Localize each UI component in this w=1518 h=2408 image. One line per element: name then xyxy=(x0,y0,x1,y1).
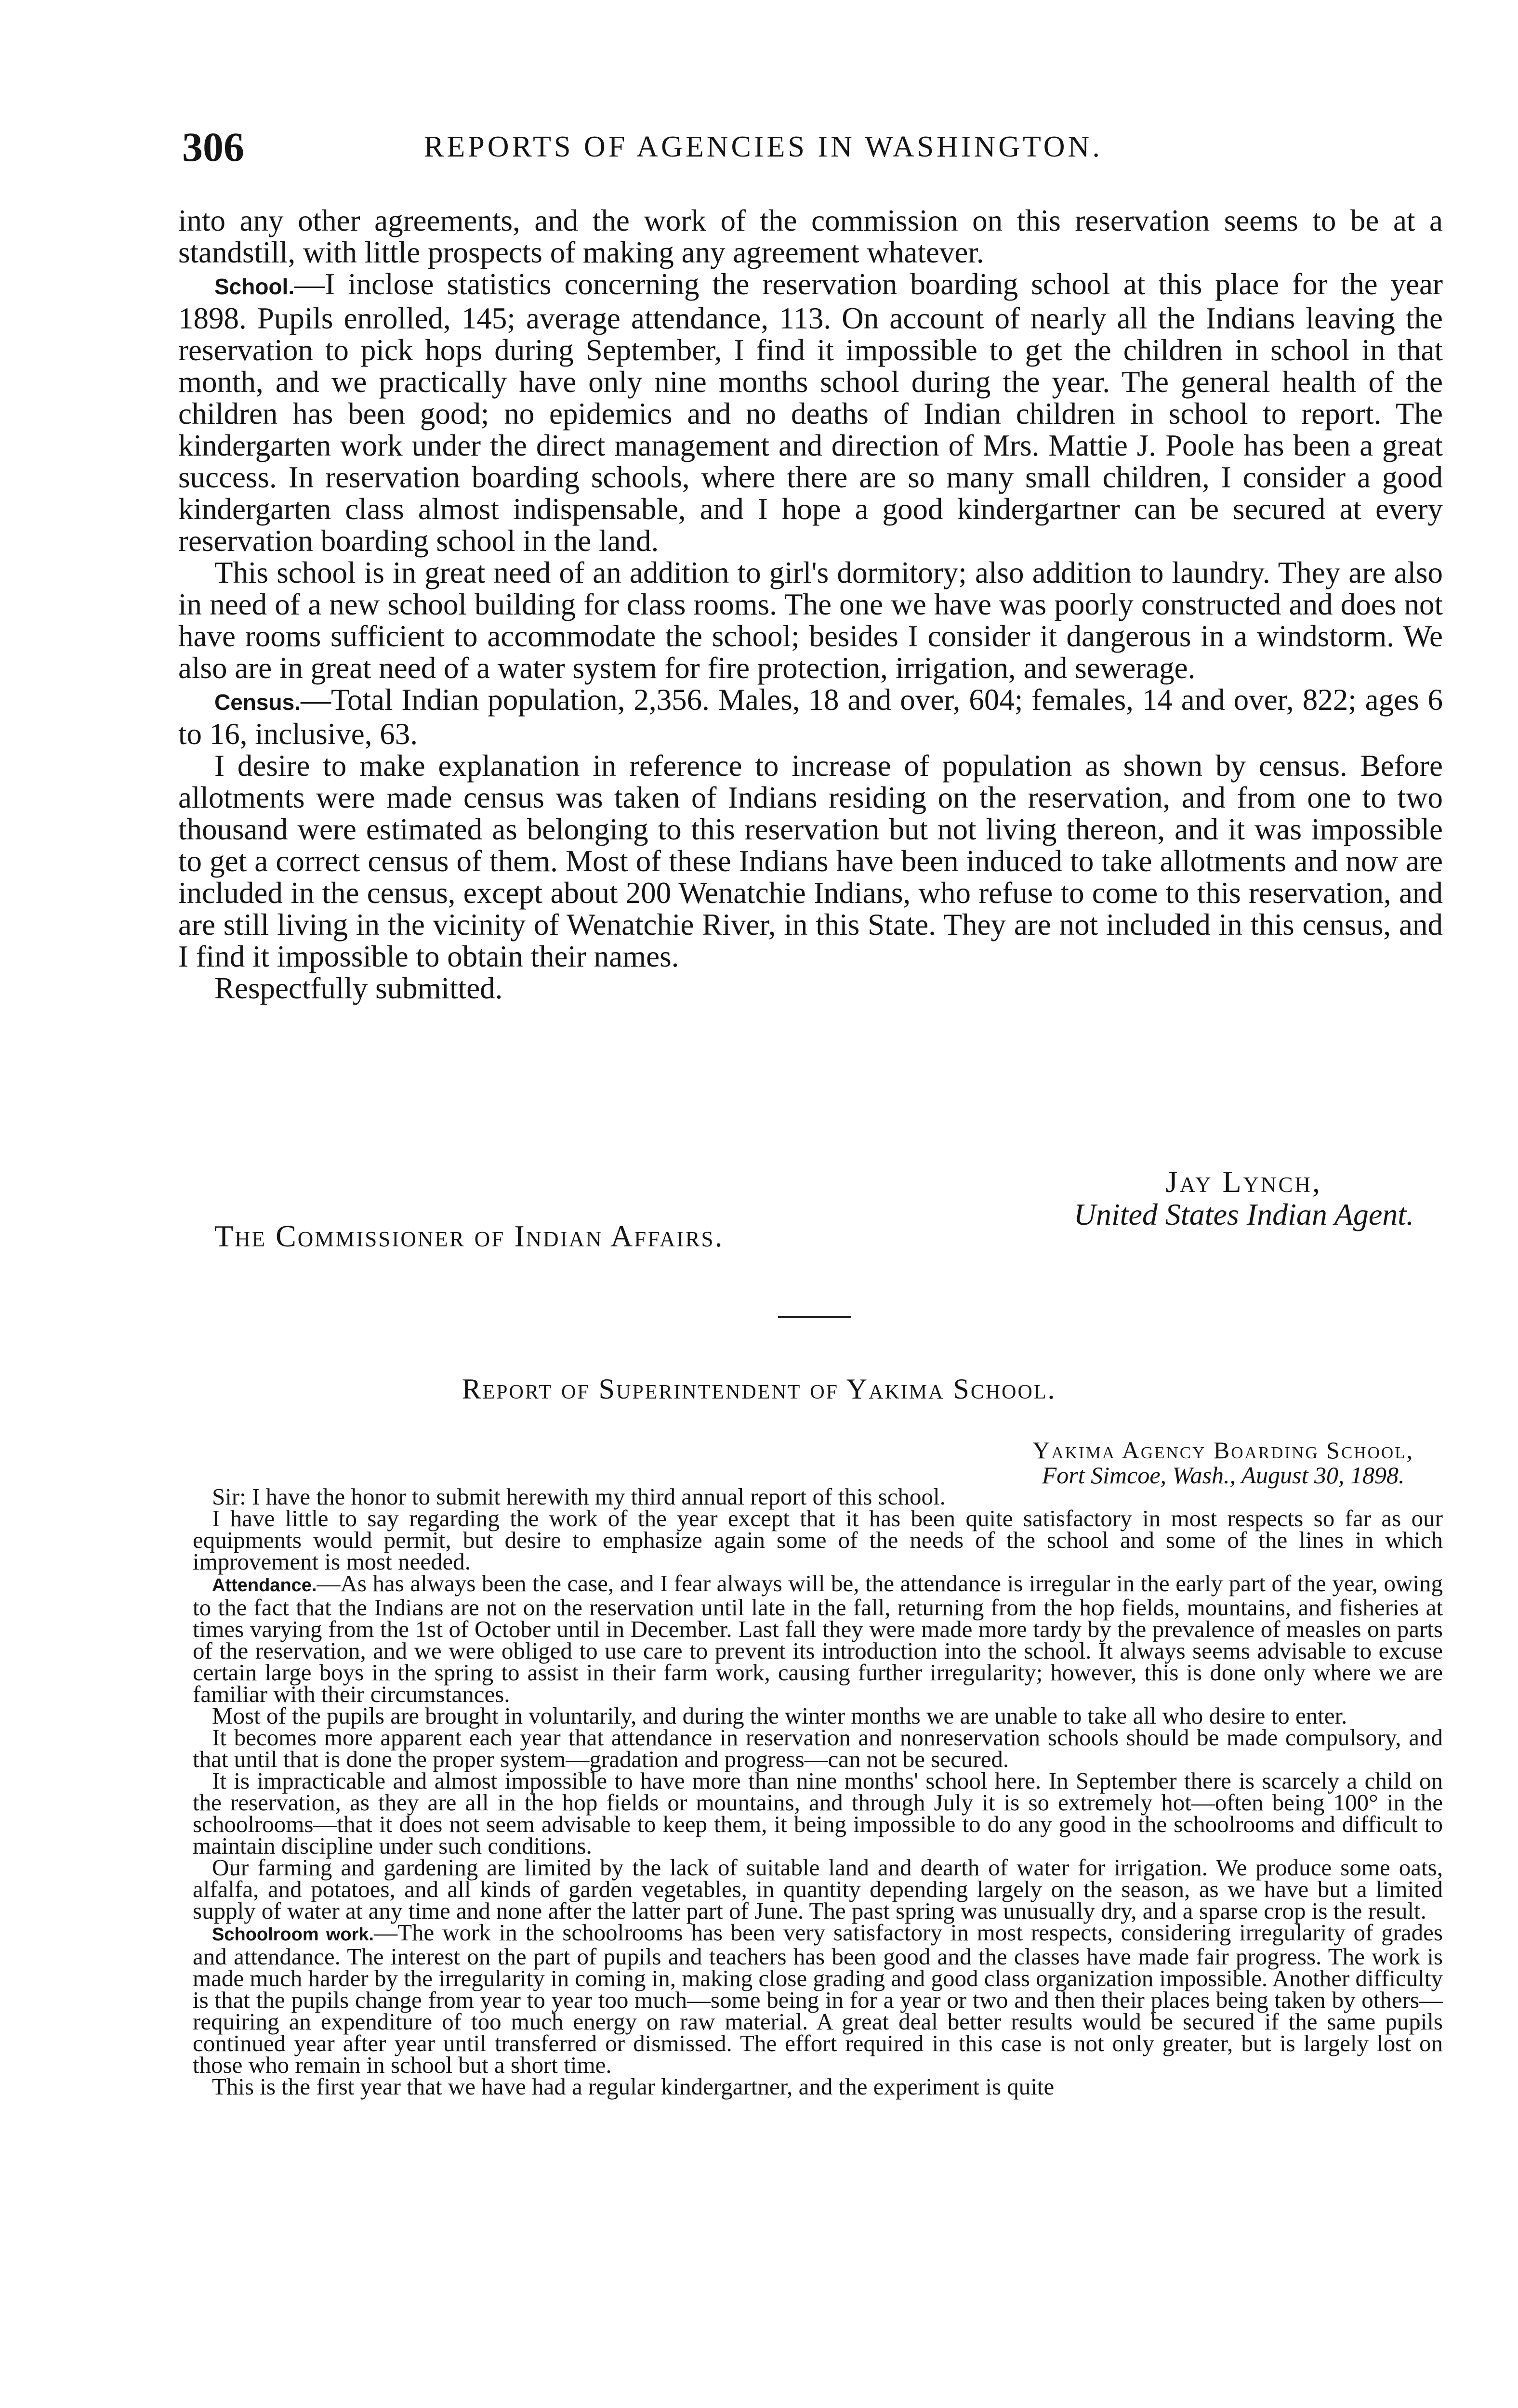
paragraph-compulsory: It becomes more apparent each year that attendance in reservation and nonreservation schools should be made compulsory, and that until that is done the proper system—gradation and progress—can not be secured. xyxy=(193,1724,1443,1772)
signature-block xyxy=(1074,1165,1414,1231)
paragraph-attendance xyxy=(193,1572,1443,1705)
school-runin-heading: School. xyxy=(214,274,295,299)
schoolroom-text: —The work in the schoolrooms has been very satisfactory in most respects, considering irregularity of grades and attendance. The interest on the part of pupils and teachers has been good and the classes have made fair progress. The work is made much harder by the irregularity in coming in, making close grading and good class organization impossible. Another difficulty is that the pupils change from year to year too much—some being in for a year or two and then their places being taken by others—requiring an expenditure of too much energy on raw material. A great deal better results would be secured if the same pupils continued year after year until transferred or dismissed. The effort required in this case is not only greater, but is largely lost on those who remain in school but a short time. xyxy=(193,1919,1443,2078)
paragraph-census xyxy=(178,684,1443,750)
census-runin-heading: Census. xyxy=(214,690,301,715)
school-text: —I inclose statistics concerning the reservation boarding school at this place for the year 1898. Pupils enrolled, 145; average attendance, 113. On account of nearly all the Indians leaving the reservation to pick hops during September, I find it impossible to get the children in school in that month, and we practically have only nine months school during the year. The general health of the children has been good; no epidemics and no deaths of Indian children in school to report. The kindergarten work under the direct management and direction of Mrs. Mattie J. Poole has been a great success. In reservation boarding schools, where there are so many small children, I consider a good kindergarten class almost indispensable, and I hope a good kindergartner can be secured at every reservation boarding school in the land. xyxy=(178,267,1443,558)
running-head: REPORTS OF AGENCIES IN WASHINGTON. xyxy=(424,131,1103,163)
school-name: Yakima Agency Boarding School, xyxy=(1032,1437,1414,1464)
page-number: 306 xyxy=(182,124,244,170)
attendance-runin-heading: Attendance. xyxy=(212,1575,317,1596)
signer-title: United States Indian Agent. xyxy=(1073,1197,1414,1231)
paragraph-salutation: Sir: I have the honor to submit herewith my third annual report of this school. xyxy=(212,1483,946,1510)
closing-line: Respectfully submitted. xyxy=(214,971,503,1005)
paragraph-intro: into any other agreements, and the work of the commission on this reservation seems to be at a standstill, with little prospects of making any agreement whatever. xyxy=(178,204,1443,269)
paragraph-school xyxy=(178,268,1443,557)
place-and-date: Fort Simcoe, Wash., August 30, 1898. xyxy=(1042,1462,1405,1489)
census-text: —Total Indian population, 2,356. Males, 18 and over, 604; females, 14 and over, 822; ages 6 to 16, inclusive, 63. xyxy=(178,683,1443,751)
paragraph-needs: This school is in great need of an addition to girl's dormitory; also addition to laundry. They are also in need of a new school building for class rooms. The one we have was poorly constructed and does not have rooms sufficient to accommodate the school; besides I consider it dangerous in a windstorm. We also are in great need of a water system for fire protection, irrigation, and sewerage. xyxy=(178,556,1443,685)
signer-name: Jay Lynch, xyxy=(1165,1165,1322,1199)
dateline-block xyxy=(1032,1438,1414,1488)
paragraph-pupils: Most of the pupils are brought in voluntarily, and during the winter months we are unable to take all who desire to enter. xyxy=(212,1702,1347,1729)
paragraph-impracticable: It is impracticable and almost impossible to have more than nine months' school here. In September there is scarcely a child on the reservation, as they are all in the hop fields or mountains, and through July it is so extremely hot—often being 100° in the schoolrooms—that it does not seem advisable to keep them, it being impossible to do any good in the schoolrooms and difficult to maintain discipline under such conditions. xyxy=(193,1767,1443,1859)
paragraph-farming: Our farming and gardening are limited by the lack of suitable land and dearth of water for irrigation. We produce some oats, alfalfa, and potatoes, and all kinds of garden vegetables, in quantity depending largely on the season, as we have but a limited supply of water at any time and none after the latter part of June. The past spring was unusually dry, and a sparse crop is the result. xyxy=(193,1854,1443,1924)
paragraph-schoolroom xyxy=(193,1919,1443,2078)
paragraph-overview: I have little to say regarding the work of the year except that it has been quite satisfactory in most respects so far as our equipments would permit, but desire to emphasize again some of the needs of the school and some of the lines in which improvement is most needed. xyxy=(193,1505,1443,1575)
paragraph-kindergartner: This is the first year that we have had a regular kindergartner, and the experiment is quite xyxy=(212,2073,1055,2100)
addressee-line: The Commissioner of Indian Affairs. xyxy=(214,1219,724,1253)
paragraph-explanation: I desire to make explanation in reference to increase of population as shown by census. Before allotments were made census was taken of Indians residing on the reservation, and from one to two thousand were estimated as belonging to this reservation but not living thereon, and it was impossible to get a correct census of them. Most of these Indians have been induced to take allotments and now are included in the census, except about 200 Wenatchie Indians, who refuse to come to this reservation, and are still living in the vicinity of Wenatchie River, in this State. They are not included in this census, and I find it impossible to obtain their names. xyxy=(178,749,1443,973)
schoolroom-runin-heading: Schoolroom work. xyxy=(212,1924,374,1945)
report-title: Report of Superintendent of Yakima School. xyxy=(462,1373,1056,1405)
first-report-body xyxy=(178,205,1443,1004)
section-divider xyxy=(778,1316,851,1318)
attendance-text: —As has always been the case, and I fear always will be, the attendance is irregular in the early part of the year, owing to the fact that the Indians are not on the reservation until late in the fall, returning from the hop fields, mountains, and fisheries at times varying from the 1st of October until in December. Last fall they were made more tardy by the prevalence of measles on parts of the reservation, and we were obliged to use care to prevent its introduction into the school. It always seems advisable to excuse certain large boys in the spring to assist in their farm work, causing further irregularity; however, this is done only where we are familiar with their circumstances. xyxy=(193,1570,1443,1707)
yakima-report-body xyxy=(193,1483,1443,2100)
